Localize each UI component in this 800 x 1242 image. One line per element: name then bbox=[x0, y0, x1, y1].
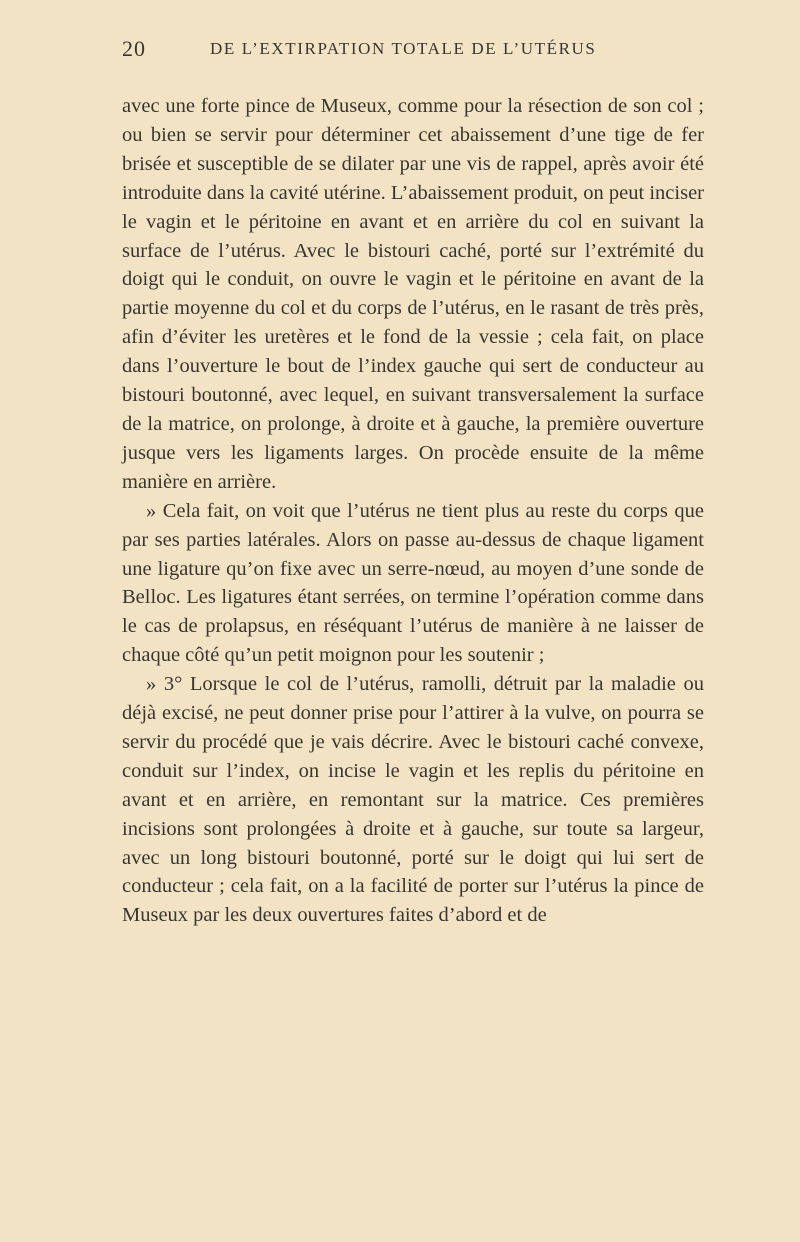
paragraph-1: avec une forte pince de Museux, comme pour la résection de son col ; ou bien se servir pour déterminer cet abaissement d’une tige de fer brisée et susceptible de se dilater par une vis de rappel, après avoir été introduite dans la cavité utérine. L’abaissement produit, on peut inciser le vagin et le péritoine en avant et en arrière du col en suivant la surface de l’utérus. Avec le bistouri caché, porté sur l’extrémité du doigt qui le conduit, on ouvre le vagin et le péritoine en avant de la partie moyenne du col et du corps de l’utérus, en le rasant de très près, afin d’éviter les uretères et le fond de la vessie ; cela fait, on place dans l’ouverture le bout de l’index gauche qui sert de conducteur au bistouri boutonné, avec lequel, en suivant transversalement la surface de la matrice, on prolonge, à droite et à gauche, la première ouverture jusque vers les ligaments larges. On procède ensuite de la même manière en arrière. bbox=[122, 95, 704, 493]
page-header bbox=[122, 36, 702, 60]
paragraph-2: » Cela fait, on voit que l’utérus ne tient plus au reste du corps que par ses parties latérales. Alors on passe au-dessus de chaque ligament une ligature qu’on fixe avec un serre-nœud, au moyen d’une sonde de Belloc. Les ligatures étant serrées, on termine l’opération comme dans le cas de prolapsus, en réséquant l’utérus de manière à ne laisser de chaque côté qu’un petit moignon pour les soutenir ; bbox=[122, 499, 704, 667]
body-text bbox=[122, 92, 704, 930]
running-title: DE L’EXTIRPATION TOTALE DE L’UTÉRUS bbox=[210, 39, 597, 58]
paragraph-3: » 3° Lorsque le col de l’utérus, ramolli, détruit par la maladie ou déjà excisé, ne peut donner prise pour l’attirer à la vulve, on pourra se servir du procédé que je vais décrire. Avec le bistouri caché convexe, conduit sur l’index, on incise le vagin et les replis du péritoine en avant et en arrière, en remontant sur la matrice. Ces premières incisions sont prolongées à droite et à gauche, sur toute sa largeur, avec un long bistouri boutonné, porté sur le doigt qui lui sert de conducteur ; cela fait, on a la facilité de porter sur l’utérus la pince de Museux par les deux ouvertures faites d’abord et de bbox=[122, 673, 704, 927]
page-number: 20 bbox=[122, 36, 146, 61]
